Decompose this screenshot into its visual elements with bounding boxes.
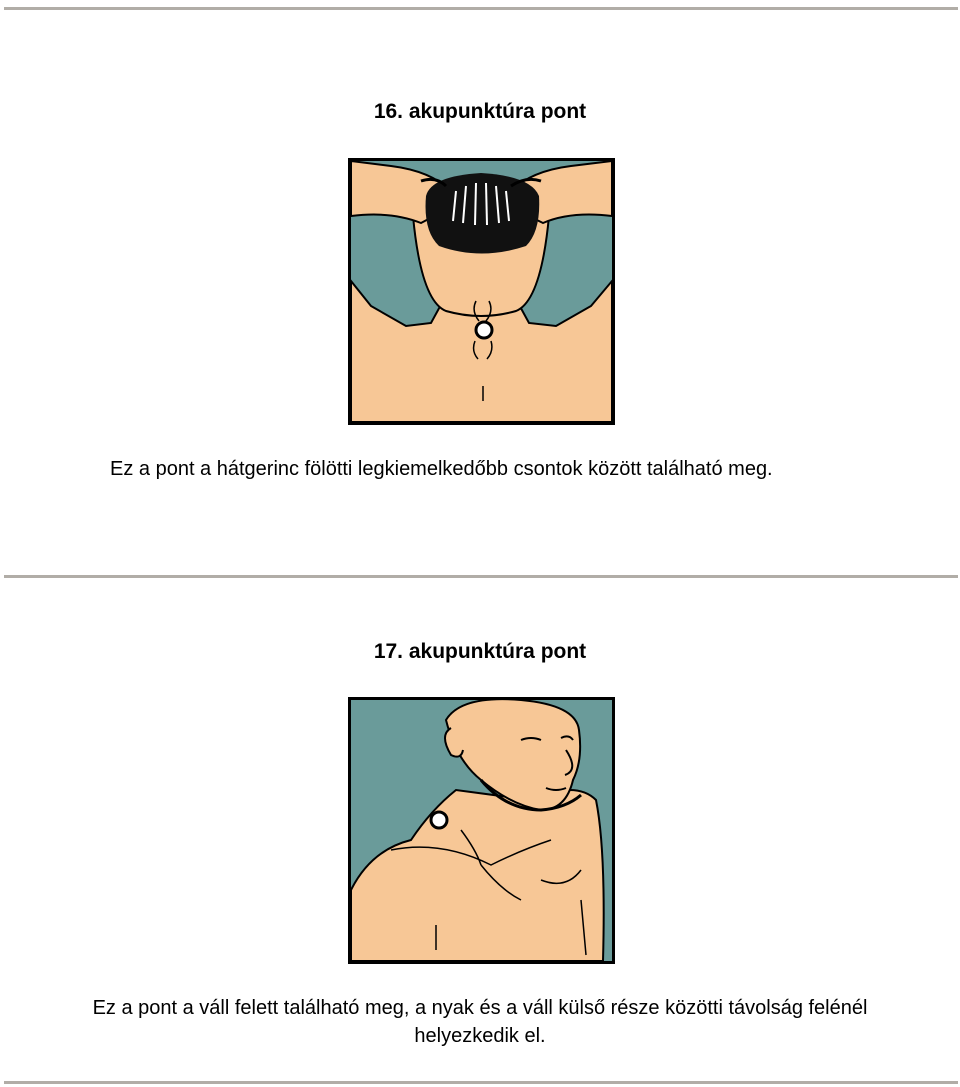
acupoint-16-marker <box>476 322 492 338</box>
divider-bottom <box>4 1081 958 1084</box>
section-17-illustration <box>348 697 615 964</box>
section-17-heading: 17. akupunktúra pont <box>373 640 587 663</box>
section-16-description: Ez a pont a hátgerinc fölötti legkiemelkedőbb csontok között található meg. <box>110 458 773 480</box>
divider-top <box>4 7 958 10</box>
divider-middle <box>4 575 958 578</box>
acupoint-17-marker <box>431 812 447 828</box>
section-17-description: Ez a pont a váll felett található meg, a nyak és a váll külső része közötti távolság felénél helyezkedik el. <box>92 997 868 1047</box>
section-16-illustration <box>348 158 615 425</box>
shoulder-illustration <box>351 700 612 961</box>
neck-back-illustration <box>351 161 612 422</box>
section-16-heading: 16. akupunktúra pont <box>373 100 587 123</box>
